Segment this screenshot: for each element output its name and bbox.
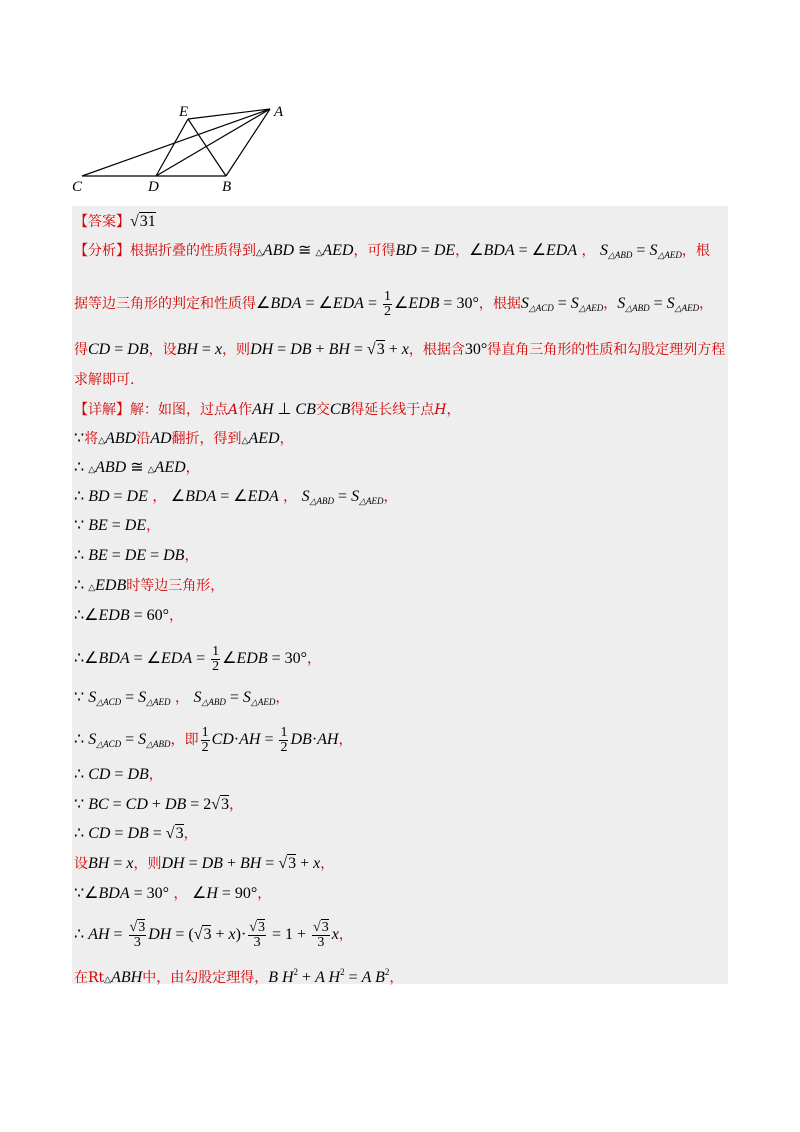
detail-tag: 【详解】: [74, 402, 130, 418]
detail-line-8: ∴∠EDB = 60°，: [74, 607, 184, 624]
analysis-line-2: 据等边三角形的判定和性质得∠BDA = ∠EDA = $\frac{1}{2}$ ∠EDB = 30°，根据$S_{\triangle ACD} = S_{\triangle AED}$，$S_{\triangle ABD} = S_{\triangle AED}$，: [74, 289, 714, 319]
answer-value: √31: [130, 213, 156, 230]
triangle-diagram: [60, 92, 320, 202]
detail-line-4: ∴ BD = DE ， ∠BDA = ∠EDA ， $S_{\triangle ABD} = S_{\triangle AED}$，: [74, 488, 398, 506]
detail-line-12: ∴ CD = DB，: [74, 766, 163, 783]
label-A: A: [274, 104, 284, 120]
label-D: D: [148, 179, 159, 195]
analysis-line-3: 得CD = DB，设BH = x，则DH = DB + BH = √3 + x，根据含30°得直角三角形的性质和勾股定理列方程: [74, 341, 726, 358]
analysis-line-4: 求解即可.: [74, 372, 135, 388]
detail-line-6: ∴ BE = DE = DB，: [74, 547, 199, 564]
line-EB: [188, 119, 226, 176]
label-E: E: [179, 104, 189, 120]
label-B: B: [222, 179, 232, 195]
detail-line-11: ∴ $S_{\triangle ACD} = S_{\triangle ABD}$，即 $\frac{1}{2}$ CD·AH = $\frac{1}{2}$ DB·AH，: [74, 725, 353, 755]
detail-line-5: ∵ BE = DE，: [74, 517, 161, 534]
line-BA: [226, 109, 270, 176]
detail-line-1: 【详解】解：如图，过点A作AH ⊥ CB交CB得延长线于点H，: [74, 401, 461, 418]
analysis-line-1: 【分析】根据折叠的性质得到△ABD ≅ △AED，可得BD = DE，∠BDA = ∠EDA ， $S_{\triangle ABD} = S_{\triangle AED}$，根: [74, 242, 710, 260]
detail-line-13: ∵ BC = CD + DB = 2√3，: [74, 796, 244, 813]
detail-line-14: ∴ CD = DB = √3，: [74, 825, 198, 842]
detail-line-10: ∵ $S_{\triangle ACD} = S_{\triangle AED}$ ， $S_{\triangle ABD} = S_{\triangle AED}$，: [74, 689, 290, 707]
geometry-figure: [60, 92, 320, 202]
detail-line-16: ∵∠BDA = 30° ， ∠H = 90°，: [74, 885, 272, 902]
detail-line-7: ∴ △EDB时等边三角形，: [74, 577, 225, 594]
detail-line-9: ∴∠BDA = ∠EDA = $\frac{1}{2}$ ∠EDB = 30°，: [74, 644, 322, 674]
answer-tag: 【答案】: [74, 214, 130, 230]
detail-line-2: ∵将△ABD沿AD翻折，得到△AED，: [74, 430, 294, 447]
detail-line-3: ∴ △ABD ≅ △AED，: [74, 459, 200, 476]
detail-line-17: ∴ AH = $\frac{√3}{3}$ DH = (√3 + x)· $\frac{√3}{3}$ = 1 + $\frac{√3}{3}$ x，: [74, 920, 353, 950]
label-C: C: [72, 179, 83, 195]
line-DA: [156, 109, 270, 176]
line-CA: [82, 109, 270, 176]
detail-line-18: 在Rt△ABH中，由勾股定理得，B $H^2 + A$ $H^2 = A$ $B^2$，: [74, 967, 404, 986]
answer-line: [74, 212, 156, 232]
analysis-tag: 【分析】: [74, 243, 130, 259]
detail-line-15: 设BH = x，则DH = DB + BH = √3 + x，: [74, 855, 335, 872]
